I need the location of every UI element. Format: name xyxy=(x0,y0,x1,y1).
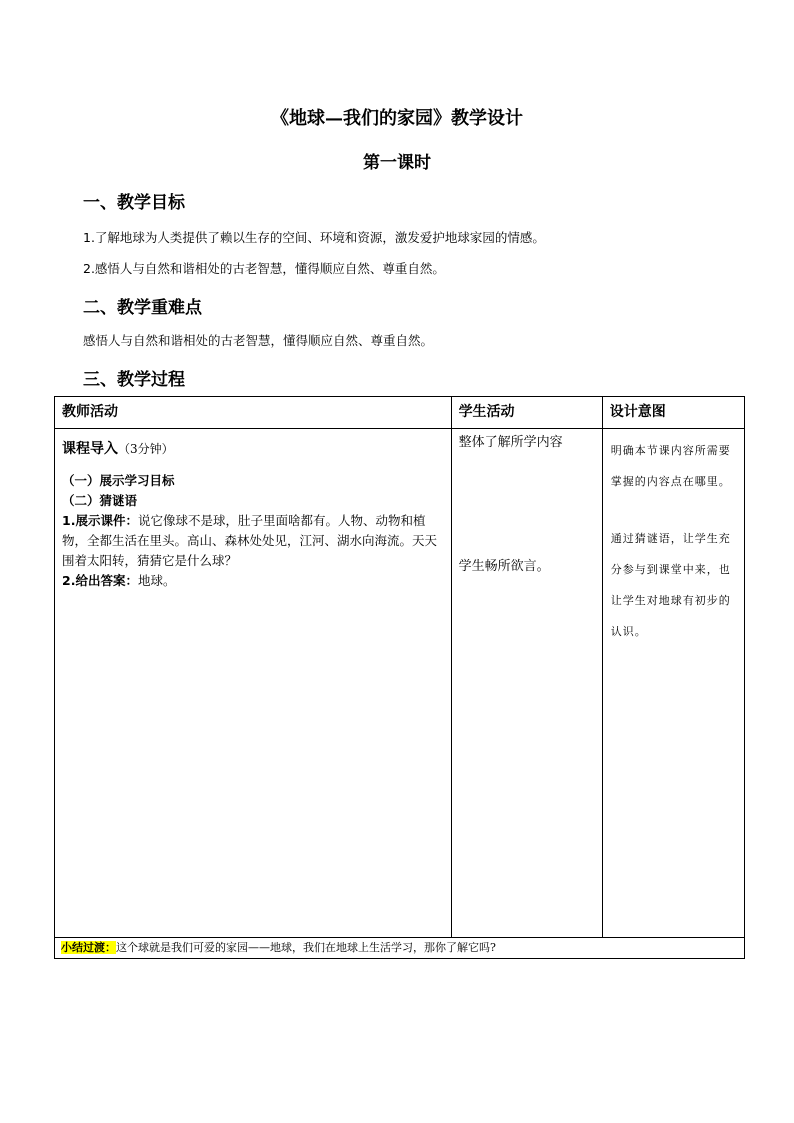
teacher-activity-cell xyxy=(55,429,452,938)
intro-time: （3分钟） xyxy=(118,442,174,456)
section-heading-keypoints: 二、教学重难点 xyxy=(83,298,202,318)
design-intent-cell xyxy=(602,429,744,938)
student-activity-cell xyxy=(451,429,602,938)
riddle-text: 说它像球不是球，肚子里面啥都有。人物、动物和植物，全都生活在里头。高山、森林处处见，江河、湖水向海流。天天围着太阳转，猜猜它是什么球？ xyxy=(62,513,438,568)
intro-title: 课程导入 xyxy=(62,441,118,457)
keypoints-text: 感悟人与自然和谐相处的古老智慧，懂得顺应自然、尊重自然。 xyxy=(83,333,434,348)
header-cell-teacher xyxy=(55,397,452,429)
document-title: 《地球—我们的家园》教学设计 xyxy=(271,108,523,129)
header-cell-student xyxy=(451,397,602,429)
header-cell-design xyxy=(602,397,744,429)
design-intent-1: 明确本节课内容所需要掌握的内容点在哪里。 xyxy=(610,444,731,488)
section-heading-process: 三、教学过程 xyxy=(83,370,185,390)
riddle-paragraph xyxy=(62,511,445,571)
summary-text: 这个球就是我们可爱的家园——地球，我们在地球上生活学习，那你了解它吗? xyxy=(116,941,496,954)
header-design-label: 设计意图 xyxy=(609,404,666,420)
header-student-label: 学生活动 xyxy=(458,404,515,420)
summary-row xyxy=(55,938,745,959)
document-subtitle: 第一课时 xyxy=(363,153,431,173)
header-teacher-label: 教师活动 xyxy=(62,404,118,420)
design-intent-2: 通过猜谜语，让学生充分参与到课堂中来，也让学生对地球有初步的认识。 xyxy=(610,532,731,638)
table-row xyxy=(55,429,745,938)
summary-cell xyxy=(55,938,745,959)
summary-label: 小结过渡： xyxy=(61,941,116,954)
teaching-process-table xyxy=(54,396,745,959)
section-heading-objectives: 一、教学目标 xyxy=(83,193,185,213)
student-activity-2: 学生畅所欲言。 xyxy=(458,559,550,574)
answer-paragraph xyxy=(62,571,445,591)
step-show-objectives: （一）展示学习目标 xyxy=(62,473,175,488)
student-activity-1: 整体了解所学内容 xyxy=(458,435,563,450)
riddle-label: 1.展示课件： xyxy=(62,513,138,528)
objective-item-1: 1.了解地球为人类提供了赖以生存的空间、环境和资源，激发爱护地球家园的情感。 xyxy=(83,230,545,245)
answer-text: 地球。 xyxy=(137,573,176,588)
answer-label: 2.给出答案： xyxy=(62,573,138,588)
step-riddle: （二）猜谜语 xyxy=(62,493,138,508)
objective-item-2: 2.感悟人与自然和谐相处的古老智慧，懂得顺应自然、尊重自然。 xyxy=(83,261,445,276)
intro-heading xyxy=(62,439,445,459)
table-header-row xyxy=(55,397,745,429)
